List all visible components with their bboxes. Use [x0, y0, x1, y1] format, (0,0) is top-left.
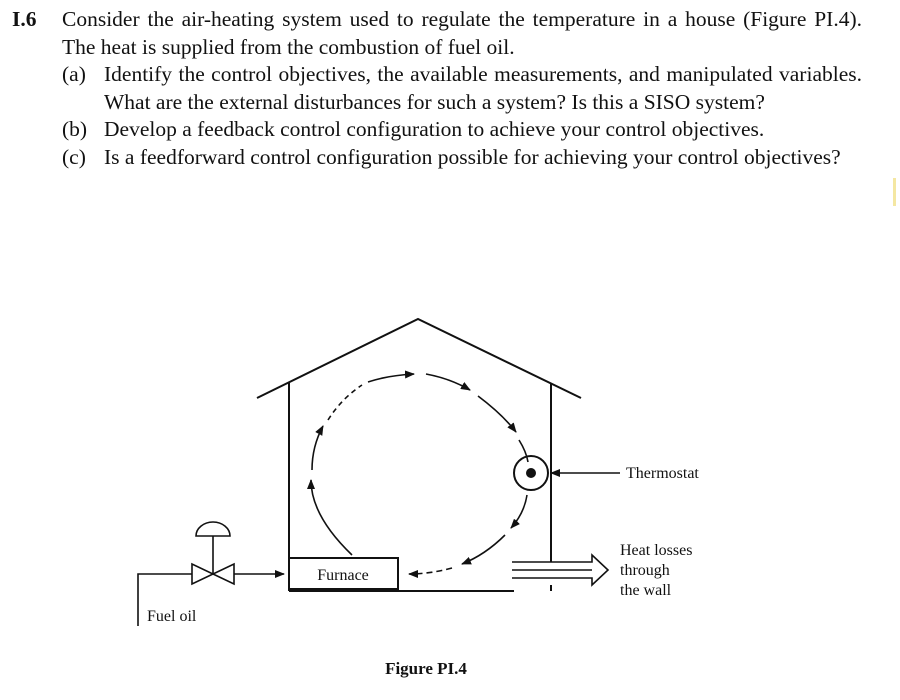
- part-label: (a): [62, 62, 86, 86]
- part-label: (b): [62, 117, 88, 141]
- thermostat-icon: [514, 456, 548, 490]
- thermostat-label: Thermostat: [626, 465, 699, 482]
- heat-losses-line-1: Heat losses: [620, 542, 693, 559]
- house-roof: [257, 319, 581, 398]
- part-text: Develop a feedback control configuration to achieve your control objectives.: [104, 117, 765, 141]
- furnace-label: Furnace: [317, 567, 369, 584]
- heat-losses-label: [620, 542, 696, 599]
- figure-caption: Figure PI.4: [385, 659, 467, 678]
- fuel-oil-label: Fuel oil: [147, 608, 197, 625]
- part-label: (c): [62, 144, 86, 169]
- part-text: Is a feedforward control configuration possible for achieving your control objectives?: [104, 144, 841, 169]
- air-circulation-loop: [311, 374, 528, 574]
- house-outline: [257, 319, 581, 591]
- part-text: Identify the control objectives, the available measurements, and manipulated variables. What are the external disturbances for such a system? Is this a SISO system?: [104, 62, 862, 114]
- problem-number: I.6: [12, 7, 37, 31]
- control-valve-icon: [192, 522, 234, 584]
- heat-losses-line-3: the wall: [620, 582, 672, 599]
- heat-losses-line-2: through: [620, 562, 670, 579]
- problem-intro: Consider the air-heating system used to regulate the temperature in a house (Figure PI.4). The heat is supplied from the combustion of fuel oil.: [62, 7, 862, 59]
- heat-loss-arrow: [512, 555, 608, 585]
